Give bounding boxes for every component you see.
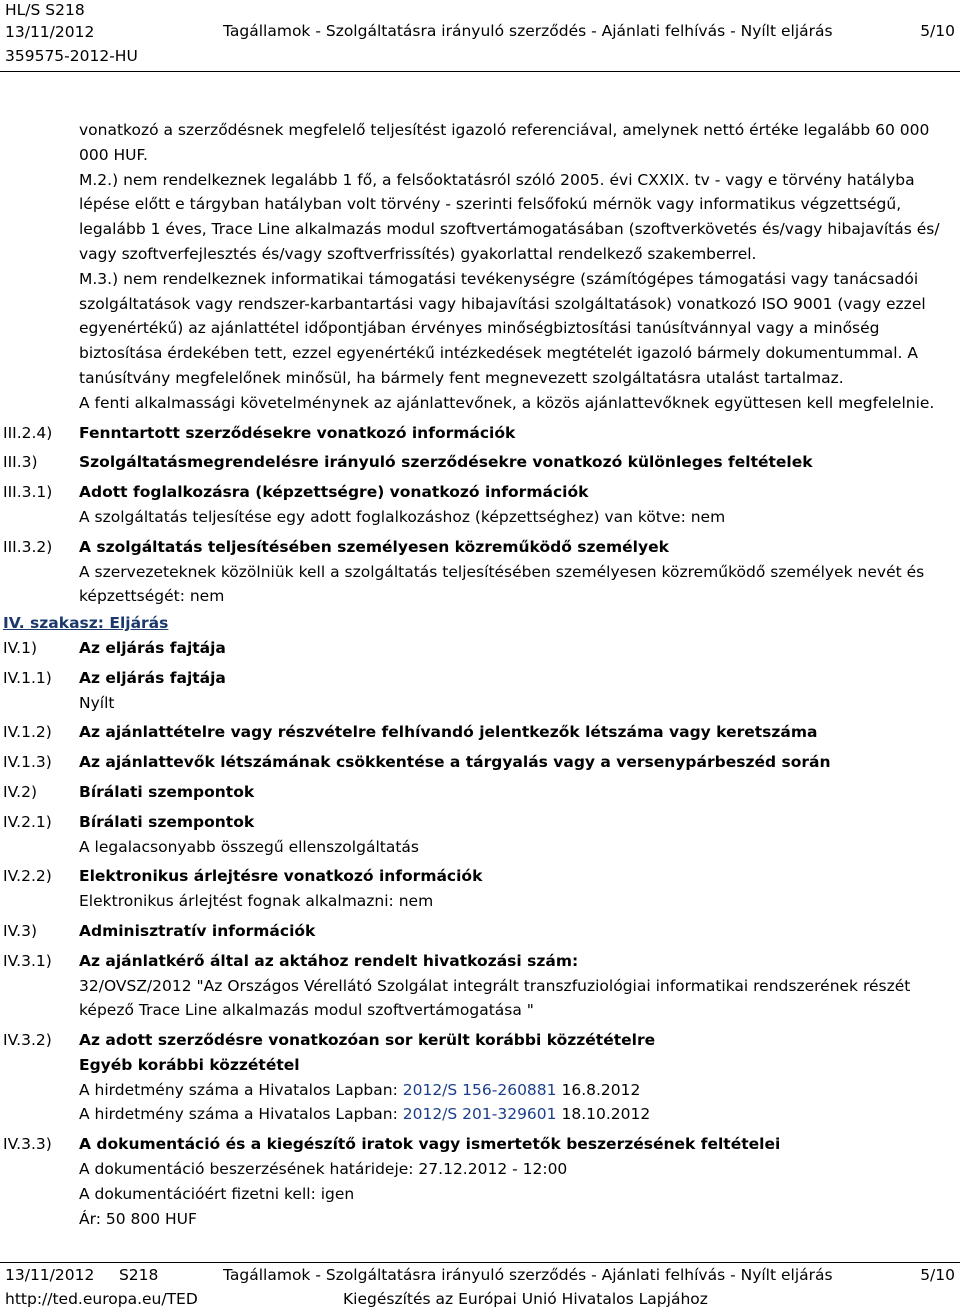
main-content <box>0 118 960 1231</box>
section-text: Ár: 50 800 HUF <box>79 1209 197 1228</box>
intro-paragraph-1: vonatkozó a szerződésnek megfelelő teljesítést igazoló referenciával, amelynek nettó értéke legalább 60 000 000 HUF. <box>79 121 930 164</box>
section-IV-1-1 <box>0 666 960 716</box>
section-text: A dokumentáció beszerzésének határideje: 27.12.2012 - 12:00 <box>79 1160 568 1179</box>
page-footer <box>0 1262 960 1311</box>
section-number: III.3.2) <box>3 537 53 556</box>
part-title: IV. szakasz: Eljárás <box>3 614 169 633</box>
section-heading: Az ajánlattételre vagy részvételre felhívandó jelentkezők létszáma vagy keretszáma <box>79 723 818 742</box>
section-heading: Az eljárás fajtája <box>79 668 226 687</box>
section-III-2-4 <box>0 421 960 446</box>
footer-subtitle: Kiegészítés az Európai Unió Hivatalos Lapjához <box>343 1290 708 1308</box>
section-IV-3-2 <box>0 1028 960 1127</box>
section-III-3 <box>0 450 960 475</box>
section-subheading: Egyéb korábbi közzététel <box>79 1055 300 1074</box>
section-heading: A szolgáltatás teljesítésében személyesen közreműködő személyek <box>79 537 669 556</box>
section-text: 32/OVSZ/2012 "Az Országos Vérellátó Szolgálat integrált transzfuziológiai informatikai rendszerének részét képező Trace Line alkalmazás modul szoftvertámogatása " <box>79 976 911 1020</box>
header-page-number: 5/10 <box>920 22 955 40</box>
header-date: 13/11/2012 <box>5 23 95 41</box>
section-number: IV.3.2) <box>3 1031 52 1050</box>
intro-paragraph-2: M.2.) nem rendelkeznek legalább 1 fő, a felsőoktatásról szóló 2005. évi CXXIX. tv - vagy e törvény hatályba lépése előtt e tárgyban hatályban volt törvény - szerinti felsőfokú mérnök vagy informatikus végzettségű, legalább 1 éves, Trace Line alkalmazás modul szoftvertámogatásában (szoftverkövetés és/vagy hibajavítás és/ vagy szoftverfejlesztés és/vagy szoftverfrissítés) gyakorlattal rendelkező szakemberrel. <box>79 170 940 263</box>
section-heading: Fenntartott szerződésekre vonatkozó információk <box>79 423 516 442</box>
section-heading: Elektronikus árlejtésre vonatkozó információk <box>79 867 483 886</box>
footer-page-number: 5/10 <box>920 1266 955 1284</box>
section-heading: Szolgáltatásmegrendelésre irányuló szerződésekre vonatkozó különleges feltételek <box>79 453 813 472</box>
section-heading: Adott foglalkozásra (képzettségre) vonatkozó információk <box>79 483 589 502</box>
section-heading: Az ajánlatkérő által az aktához rendelt hivatkozási szám: <box>79 951 579 970</box>
section-text: A szervezeteknek közölniük kell a szolgáltatás teljesítésében személyesen közreműködő személyek nevét és képzettségét: nem <box>79 562 925 606</box>
section-number: IV.1.1) <box>3 668 52 687</box>
intro-paragraph-3: M.3.) nem rendelkeznek informatikai támogatási tevékenységre (számítógépes támogatási vagy tanácsadói szolgáltatások vagy rendszer-karbantartási vagy hibajavítási szolgáltatások) vonatkozó ISO 9001 (vagy ezzel egyenértékű) az ajánlattétel időpontjában érvényes minőségbiztosítási tanúsítvánnyal vagy a minőség biztosítása érdekében tett, ezzel egyenértékű intézkedések megtételét igazoló bármely dokumentummal. A tanúsítvány megfelelőnek minősül, ha bármely fent megnevezett szolgáltatásra utalást tartalmaz. <box>79 269 926 387</box>
publication-prefix: A hirdetmény száma a Hivatalos Lapban: <box>79 1080 398 1099</box>
section-text: Nyílt <box>79 693 115 712</box>
section-IV-1 <box>0 636 960 661</box>
section-IV-2-1 <box>0 810 960 860</box>
section-heading: Az adott szerződésre vonatkozóan sor került korábbi közzétételre <box>79 1031 656 1050</box>
section-number: IV.2.2) <box>3 867 52 886</box>
section-number: IV.1.2) <box>3 723 52 742</box>
section-number: III.3.1) <box>3 483 53 502</box>
section-text: A legalacsonyabb összegű ellenszolgáltatás <box>79 837 419 856</box>
header-code: HL/S S218 <box>5 1 85 19</box>
publication-date: 16.8.2012 <box>561 1080 641 1099</box>
section-number: III.3) <box>3 453 38 472</box>
section-number: IV.3) <box>3 921 38 940</box>
header-title: Tagállamok - Szolgáltatásra irányuló szerződés - Ajánlati felhívás - Nyílt eljárás <box>223 22 833 40</box>
section-text: A szolgáltatás teljesítése egy adott foglalkozáshoz (képzettséghez) van kötve: nem <box>79 507 726 526</box>
header-doc-id: 359575-2012-HU <box>5 47 138 65</box>
section-heading: A dokumentáció és a kiegészítő iratok vagy ismertetők beszerzésének feltételei <box>79 1135 781 1154</box>
section-number: IV.2.1) <box>3 812 52 831</box>
footer-url[interactable]: http://ted.europa.eu/TED <box>5 1290 198 1308</box>
section-IV-1-2 <box>0 720 960 745</box>
section-heading: Bírálati szempontok <box>79 812 255 831</box>
section-heading: Adminisztratív információk <box>79 921 316 940</box>
section-number: III.2.4) <box>3 423 53 442</box>
section-text: Elektronikus árlejtést fognak alkalmazni: nem <box>79 892 434 911</box>
publication-date: 18.10.2012 <box>561 1105 651 1124</box>
section-heading: Az ajánlattevők létszámának csökkentése a tárgyalás vagy a versenypárbeszéd során <box>79 753 831 772</box>
section-IV-1-3 <box>0 750 960 775</box>
section-IV-2 <box>0 780 960 805</box>
publication-link-1[interactable]: 2012/S 156-260881 <box>402 1080 557 1099</box>
section-heading: Bírálati szempontok <box>79 782 255 801</box>
section-IV-3-3 <box>0 1132 960 1231</box>
section-heading: Az eljárás fajtája <box>79 638 226 657</box>
section-number: IV.1) <box>3 638 38 657</box>
section-IV-3 <box>0 919 960 944</box>
publication-line-2 <box>79 1102 950 1127</box>
footer-title: Tagállamok - Szolgáltatásra irányuló szerződés - Ajánlati felhívás - Nyílt eljárás <box>223 1266 833 1284</box>
footer-date-code: 13/11/2012 S218 <box>5 1266 159 1284</box>
section-text: A dokumentációért fizetni kell: igen <box>79 1184 355 1203</box>
publication-line-1 <box>79 1078 950 1103</box>
section-number: IV.3.3) <box>3 1135 52 1154</box>
section-number: IV.3.1) <box>3 951 52 970</box>
publication-prefix: A hirdetmény száma a Hivatalos Lapban: <box>79 1105 398 1124</box>
section-III-3-2 <box>0 535 960 609</box>
section-number: IV.1.3) <box>3 753 52 772</box>
header-divider <box>0 71 960 72</box>
intro-paragraph-4: A fenti alkalmassági követelménynek az ajánlattevőnek, a közös ajánlattevőknek együttesen kell megfelelnie. <box>79 393 935 412</box>
section-IV-2-2 <box>0 864 960 914</box>
publication-link-2[interactable]: 2012/S 201-329601 <box>402 1105 557 1124</box>
footer-divider <box>0 1262 960 1263</box>
section-number: IV.2) <box>3 782 38 801</box>
page-header <box>0 0 960 72</box>
section-III-3-1 <box>0 480 960 530</box>
section-IV-3-1 <box>0 949 960 1023</box>
